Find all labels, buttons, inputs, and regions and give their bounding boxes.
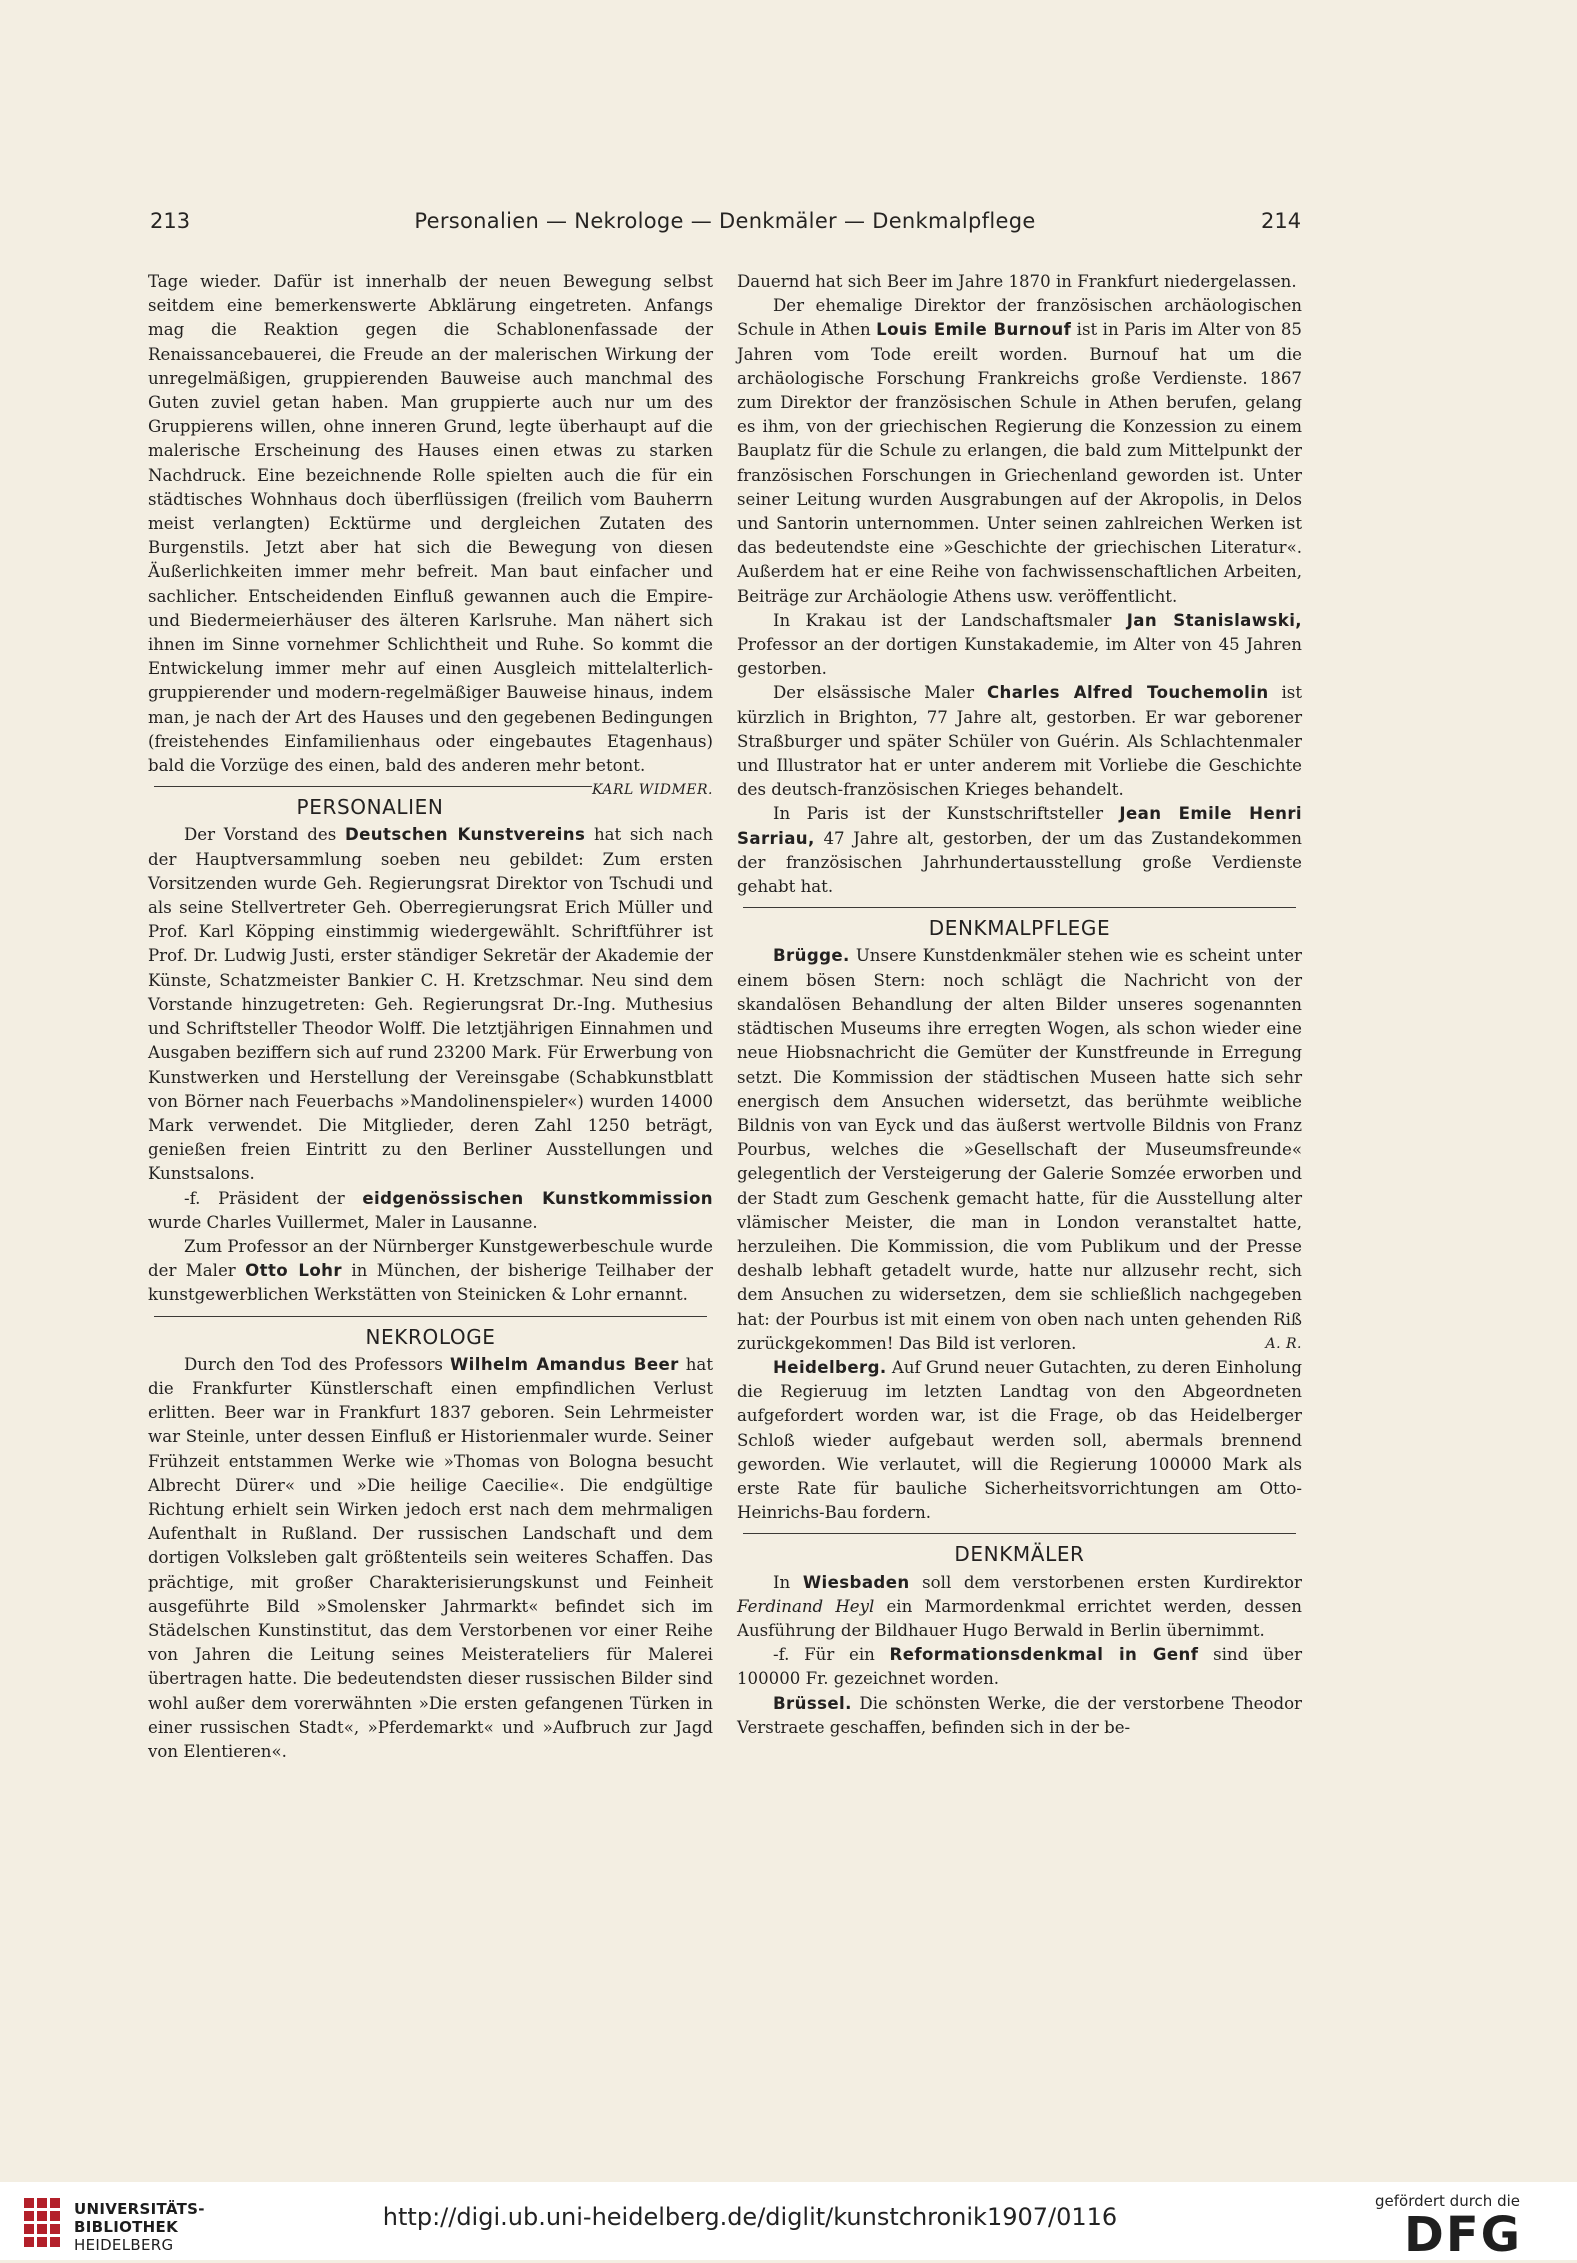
- news-item: Der elsässische Maler Charles Alfred Touchemolin ist kürzlich in Brighton, 77 Jahre alt, gestorben. Er war geborener Straßburger und später Schüler von Guérin. Als Schlachtenmaler und Illustrator hat er unter anderem mit Vorliebe die Geschichte des deutsch-französischen Krieges behandelt.: [737, 683, 1302, 800]
- news-item: Durch den Tod des Professors Wilhelm Amandus Beer hat die Frankfurter Künstlerschaft einen empfindlichen Verlust erlitten. Beer war in Frankfurt 1837 geboren. Sein Lehrmeister war Steinle, unter dessen Einfluß er Historienmaler wurde. Seiner Frühzeit entstammen Werke wie »Thomas von Bologna besucht Albrecht Dürer« und »Die heilige Caecilie«. Die endgültige Richtung erhielt sein Wirken jedoch erst nach dem mehrmaligen Aufenthalt in Rußland. Der russischen Landschaft und dem dortigen Volksleben galt größtenteils sein weiteres Schaffen. Das prächtige, mit großer Charakterisierungskunst und Feinheit ausgeführte Bild »Smolensker Jahrmarkt« befindet sich im Städelschen Kunstinstitut, das dem Verstorbenen vor einer Reihe von Jahren die Leitung seines Meisterateliers für Malerei übertragen hatte. Die bedeutendsten dieser russischen Bilder sind wohl außer dem vorerwähnten »Die ersten gefangenen Türken in einer russischen Stadt«, »Pferdemarkt« und »Aufbruch zur Jagd von Elentieren«.: [148, 1354, 713, 1761]
- article-text: Tage wieder. Dafür ist innerhalb der neuen Bewegung selbst seitdem eine bemerkenswerte Abklärung eingetreten. Anfangs mag die Reaktion gegen die Schablonenfassade der Renaissancebauerei, die Freude an der malerischen Wirkung der unregelmäßigen, gruppierenden Bauweise auch manchmal des Guten zuviel getan haben. Man gruppierte auch nur um des Gruppierens willen, ohne inneren Grund, legte überhaupt auf die malerische Erscheinung des Hauses einen etwas zu starken Nachdruck. Eine bezeichnende Rolle spielten auch die für ein städtisches Wohnhaus doch überflüssigen (freilich vom Bauherrn meist verlangten) Ecktürme und dergleichen Zutaten des Burgenstils. Jetzt aber hat sich die Bewegung von diesen Äußerlichkeiten immer mehr befreit. Man baut einfacher und sachlicher. Entscheidenden Einfluß gewannen auch die Empire- und Biedermeierhäuser des älteren Karlsruhe. Man nähert sich ihnen im Sinne vornehmer Schlichtheit und Ruhe. So kommt die Entwickelung immer mehr auf einen Ausgleich mittelalterlich-gruppierender und modern-regelmäßiger Bauweise hinaus, indem man, je nach der Art des Hauses und den gegebenen Bedingungen (freistehendes Einfamilienhaus oder eingebautes Etagenhaus) bald die Vorzüge des einen, bald des anderen mehr betont. KARL WIDMER.: [148, 270, 713, 778]
- news-item: In Krakau ist der Landschaftsmaler Jan Stanislawski, Professor an der dortigen Kunstakademie, im Alter von 45 Jahren gestorben.: [737, 610, 1302, 679]
- dfg-logo: DFG: [1404, 2207, 1523, 2263]
- news-item: Brüssel. Die schönsten Werke, die der verstorbene Theodor Verstraete geschaffen, befinden sich in der be-: [737, 1693, 1302, 1737]
- news-item: Heidelberg. Auf Grund neuer Gutachten, zu deren Einholung die Regieruug im letzten Landtag von den Abgeordneten aufgefordert worden war, ist die Frage, ob das Heidelberger Schloß wieder aufgebaut werden soll, abermals brennend geworden. Wie verlautet, will die Regierung 100000 Mark als erste Rate für bauliche Sicherheitsvorrichtungen am Otto-Heinrichs-Bau fordern.: [737, 1357, 1302, 1523]
- news-item: Der Vorstand des Deutschen Kunstvereins hat sich nach der Hauptversammlung soeben neu gebildet: Zum ersten Vorsitzenden wurde Geh. Regierungsrat Direktor von Tschudi und als seine Stellvertreter Geh. Oberregierungsrat Erich Müller und Prof. Karl Köpping einstimmig wiedergewählt. Schriftführer ist Prof. Dr. Ludwig Justi, erster ständiger Sekretär der Akademie der Künste, Schatzmeister Bankier C. H. Kretzschmar. Neu sind dem Vorstande hinzugetreten: Geh. Regierungsrat Dr.-Ing. Muthesius und Schriftsteller Theodor Wolff. Die letztjährigen Einnahmen und Ausgaben beziffern sich auf rund 23200 Mark. Für Erwerbung von Kunstwerken und Herstellung der Vereinsgabe (Schabkunstblatt von Börner nach Feuerbachs »Mandolinenspieler«) wurden 14000 Mark verwendet. Die Mitglieder, deren Zahl 1250 beträgt, genießen freien Eintritt zu den Berliner Ausstellungen und Kunstsalons.: [148, 825, 714, 1184]
- news-item: -f. Für ein Reformationsdenkmal in Genf sind über 100000 Fr. gezeichnet worden.: [737, 1645, 1303, 1689]
- section-divider: [743, 1533, 1296, 1534]
- section-divider: [154, 786, 592, 787]
- library-name-line: HEIDELBERG: [74, 2236, 174, 2254]
- author-signature: A. R.: [1265, 1335, 1302, 1352]
- page-number-left: 213: [150, 209, 191, 233]
- section-heading-denkmalpflege: DENKMALPFLEGE: [928, 916, 1111, 941]
- left-column: [148, 270, 713, 1764]
- section-heading-personalien: PERSONALIEN: [296, 795, 444, 820]
- news-item: In Wiesbaden soll dem verstorbenen ersten Kurdirektor Ferdinand Heyl ein Marmordenkmal errichtet werden, dessen Ausführung der Bildhauer Hugo Berwald in Berlin übernimmt.: [737, 1572, 1302, 1640]
- section-heading-denkmaeler: DENKMÄLER: [954, 1542, 1085, 1567]
- news-item: Der ehemalige Direktor der französischen archäologischen Schule in Athen Louis Emile Burnouf ist in Paris im Alter von 85 Jahren vom Tode ereilt worden. Burnouf hat um die archäologische Forschung Frankreichs große Verdienste. 1867 zum Direktor der französischen Schule in Athen berufen, gelang es ihm, von der griechischen Regierung die Konzession zu einem Bauplatz für die Schule zu erlangen, die bald zum Mittelpunkt der französischen Forschungen in Griechenland geworden ist. Unter seiner Leitung wurden Ausgrabungen auf der Akropolis, in Delos und Santorin unternommen. Unter seinen zahlreichen Werken ist das bedeutendste eine »Geschichte der griechischen Literatur«. Außerdem hat er eine Reihe von fachwissenschaftlichen Arbeiten, Beiträge zur Archäologie Athens usw. veröffentlicht.: [737, 296, 1302, 606]
- news-item: Zum Professor an der Nürnberger Kunstgewerbeschule wurde der Maler Otto Lohr in München, der bisherige Teilhaber der kunstgewerblichen Werkstätten von Steinicken & Lohr ernannt.: [148, 1236, 713, 1305]
- section-divider: [743, 907, 1296, 908]
- university-logo-icon: [22, 2196, 62, 2252]
- funding-note: gefördert durch die: [1375, 2192, 1520, 2210]
- news-item: In Paris ist der Kunstschriftsteller Jean Emile Henri Sarriau, 47 Jahre alt, gestorben, der um das Zustandekommen der französischen Jahrhundertausstellung große Verdienste gehabt hat.: [737, 804, 1302, 897]
- page-number-right: 214: [1261, 209, 1302, 233]
- news-item: Dauernd hat sich Beer im Jahre 1870 in Frankfurt niedergelassen.: [737, 272, 1297, 291]
- running-head: Personalien — Nekrologe — Denkmäler — Denkmalpflege: [414, 209, 1036, 233]
- library-name-line: UNIVERSITÄTS-: [74, 2200, 205, 2218]
- section-heading-nekrologe: NEKROLOGE: [365, 1324, 496, 1349]
- author-signature: KARL WIDMER.: [592, 782, 713, 799]
- news-item: Brügge. Unsere Kunstdenkmäler stehen wie es scheint unter einem bösen Stern: noch schlägt die Nachricht von der skandalösen Behandlung der alten Bilder unseres sogenannten städtischen Museums ihre erregten Wogen, als schon wieder eine neue Hiobsnachricht die Gemüter der Kunstfreunde in Erregung setzt. Die Kommission der städtischen Museen hatte sich sehr energisch dem Ansuchen widersetzt, das berühmte weibliche Bildnis von van Eyck und das äußerst wertvolle Bildnis von Franz Pourbus, welches die »Gesellschaft der Museumsfreunde« gelegentlich der Versteigerung der Galerie Somzée erworben und der Stadt zum Geschenk gemacht hatte, für die Ausstellung alter vlämischer Meister, die man in London veranstaltet hatte, herzuleihen. Die Kommission, die vom Publikum und der Presse deshalb lebhaft getadelt wurde, hatte nur allzusehr recht, sich dem Ansuchen zu widersetzen, dem sie schließlich nachgegeben hat: der Pourbus ist mit einem von oben nach unten gehenden Riß zurückgekommen! Das Bild ist verloren. A. R.: [737, 944, 1302, 1355]
- right-column: [737, 270, 1302, 1740]
- news-item: -f. Präsident der eidgenössischen Kunstkommission wurde Charles Vuillermet, Maler in Lausanne.: [148, 1188, 714, 1232]
- source-url-link[interactable]: http://digi.ub.uni-heidelberg.de/diglit/kunstchronik1907/0116: [382, 2203, 1118, 2231]
- library-name-line: BIBLIOTHEK: [74, 2218, 178, 2236]
- section-divider: [154, 1316, 707, 1317]
